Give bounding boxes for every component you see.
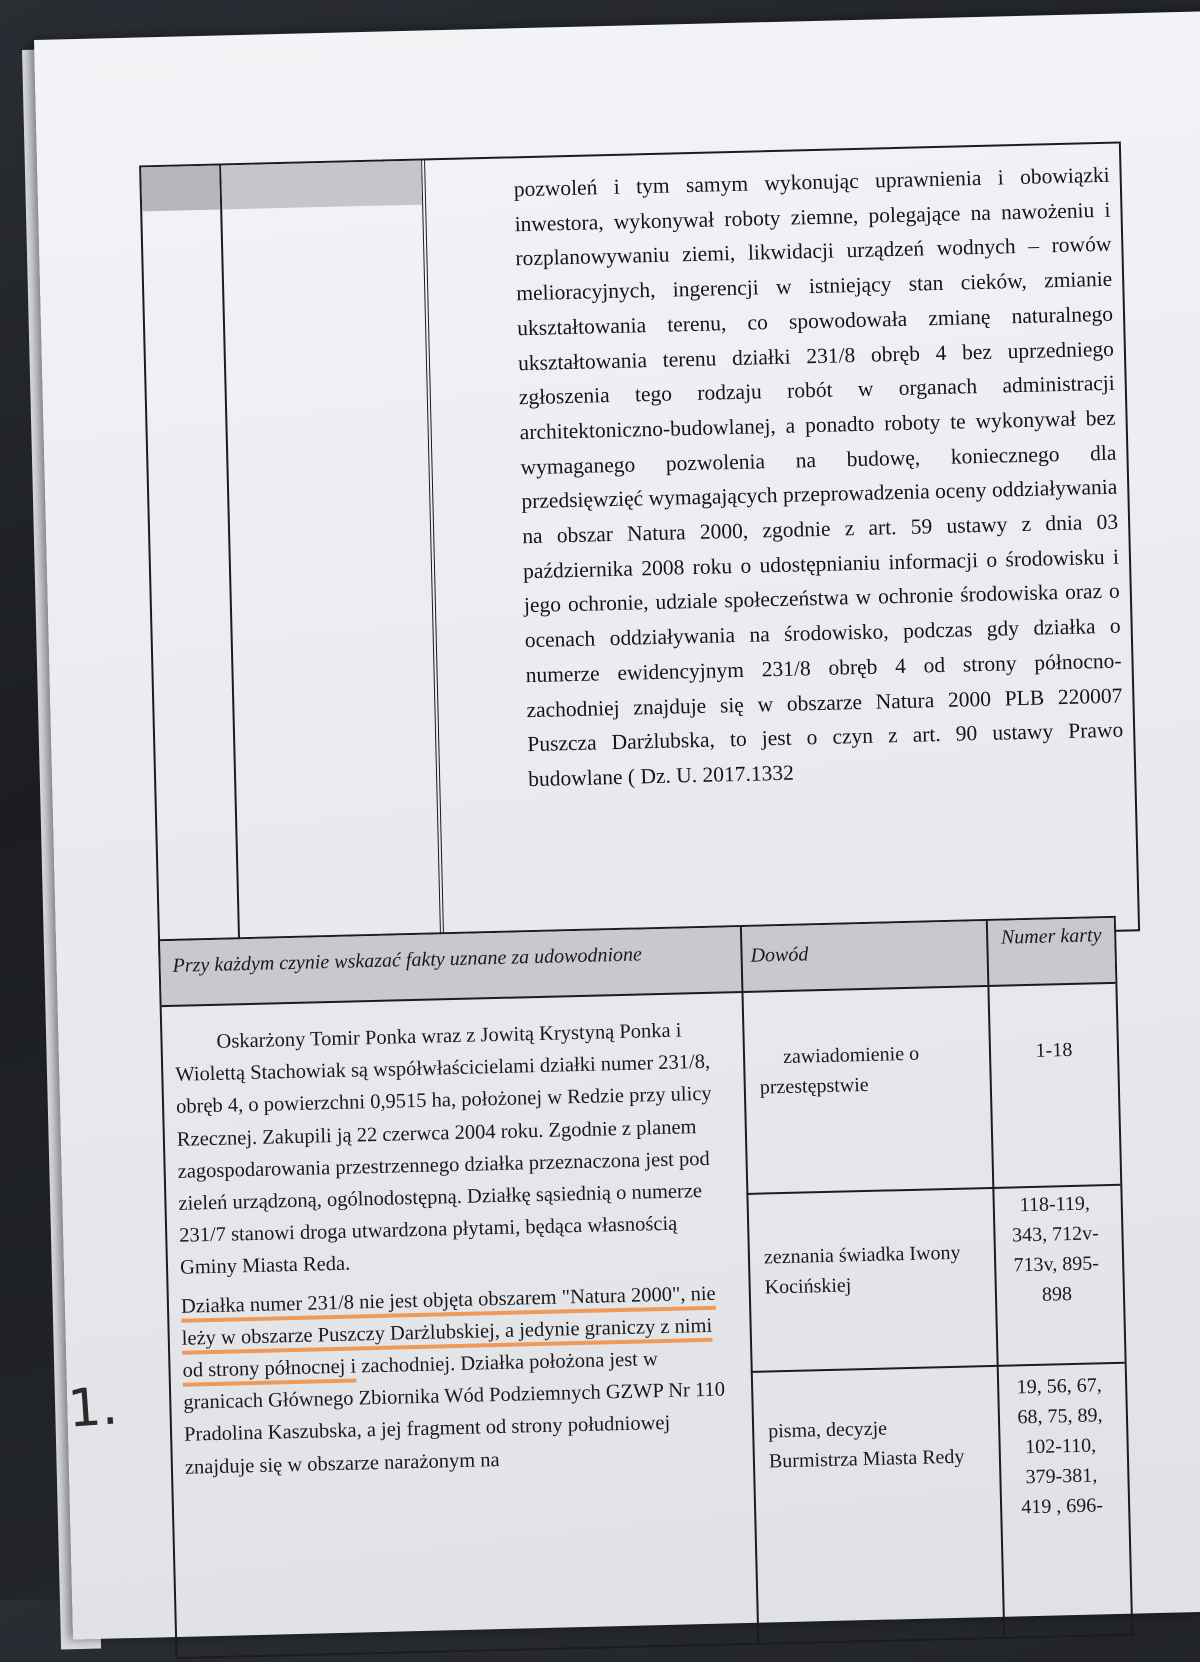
facts-column-header: Przy każdym czynie wskazać fakty uznane za udowodnione <box>172 943 643 977</box>
charge-description-cell <box>425 144 1138 947</box>
charge-table <box>139 141 1140 955</box>
document-page <box>34 11 1200 1640</box>
column-divider <box>986 921 1005 1637</box>
facts-paragraph <box>181 1277 742 1484</box>
charge-table-column-2 <box>221 160 444 951</box>
charge-description-text: pozwoleń i tym samym wykonując uprawnienia i obowiązki inwestora, wykonywał roboty ziemne, polegające na nawożeniu i rozplanowywaniu ziemi, likwidacji urządzeń wodnych – rowów melioracyjnych, ingerencji w istniejący stan cieków, zmianie ukształtowania terenu, co spowodowała zmianę naturalnego ukształtowania terenu działki 231/8 obręb 4 bez uprzedniego zgłoszenia tego rodzaju robót w organach administracji architektoniczno-budowlanej, a ponadto roboty te wykonywał bez wymaganego pozwolenia na budowę, koniecznego dla przedsięwzięć wymagających przeprowadzenia oceny oddziaływania na obszar Natura 2000, zgodnie z art. 59 ustawy z dnia 03 października 2008 roku o udostępnianiu informacji o środowisku i jego ochronie, udziale społeczeństwa w ochronie środowiska oraz o ocenach oddziaływania na środowisko, podczas gdy działka o numerze ewidencyjnym 231/8 obręb 4 od strony północno-zachodniej znajduje się w obszarze Natura 2000 PLB 220007 Puszcza Darżlubska, to jest o czyn z art. 90 ustawy Prawo budowlane ( Dz. U. 2017.1332 <box>513 162 1124 792</box>
evidence-cell: zawiadomienie o przestępstwie <box>759 1042 920 1099</box>
evidence-cell: pisma, decyzje Burmistrza Miasta Redy <box>767 1417 965 1473</box>
highlighted-passage: Działka numer 231/8 nie jest objęta obszarem "Natura 2000", nie leży w obszarze Puszczy Darżlubskiej, a jedynie graniczy z nimi od strony północnej i <box>180 1282 716 1382</box>
card-number-cell: 118-119, 343, 712v-713v, 895-898 <box>1011 1192 1100 1306</box>
card-number-cell: 1-18 <box>1035 1038 1073 1062</box>
facts-paragraph: Oskarżony Tomir Ponka wraz z Jowitą Krystyną Ponka i Wiolettą Stachowiak są współwłaścicielami działki numer 231/8, obręb 4, o powierzchni 0,9515 ha, położonej w Redzie przy ulicy Rzecznej. Zakupili ją 22 czerwca 2004 roku. Zgodnie z planem zagospodarowania przestrzennego działka przeznaczona jest pod zieleń urządzoną, ogólnodostępną. Działkę sąsiednią o numerze 231/7 stanowi droga utwardzona płytami, będąca własnością Gminy Miasta Reda. <box>175 1019 712 1280</box>
card-number-column-header: Numer karty <box>1000 924 1102 949</box>
facts-continuation: zachodniej. Działka położona jest w granicach Głównego Zbiornika Wód Podziemnych GZWP Nr 110 Pradolina Kaszubska, a jej fragment od strony południowej znajduje się w obszarze narażonym na <box>183 1348 726 1479</box>
evidence-column-header: Dowód <box>750 943 809 967</box>
handwritten-margin-note: 1. <box>65 1376 120 1440</box>
evidence-table <box>158 916 1133 1659</box>
column-divider <box>740 927 759 1643</box>
evidence-cell: zeznania świadka Iwony Kocińskiej <box>763 1241 961 1299</box>
proven-facts-cell <box>174 1013 741 1483</box>
card-number-cell: 19, 56, 67, 68, 75, 89, 102-110, 379-381, 419 , 696- <box>1016 1374 1104 1519</box>
